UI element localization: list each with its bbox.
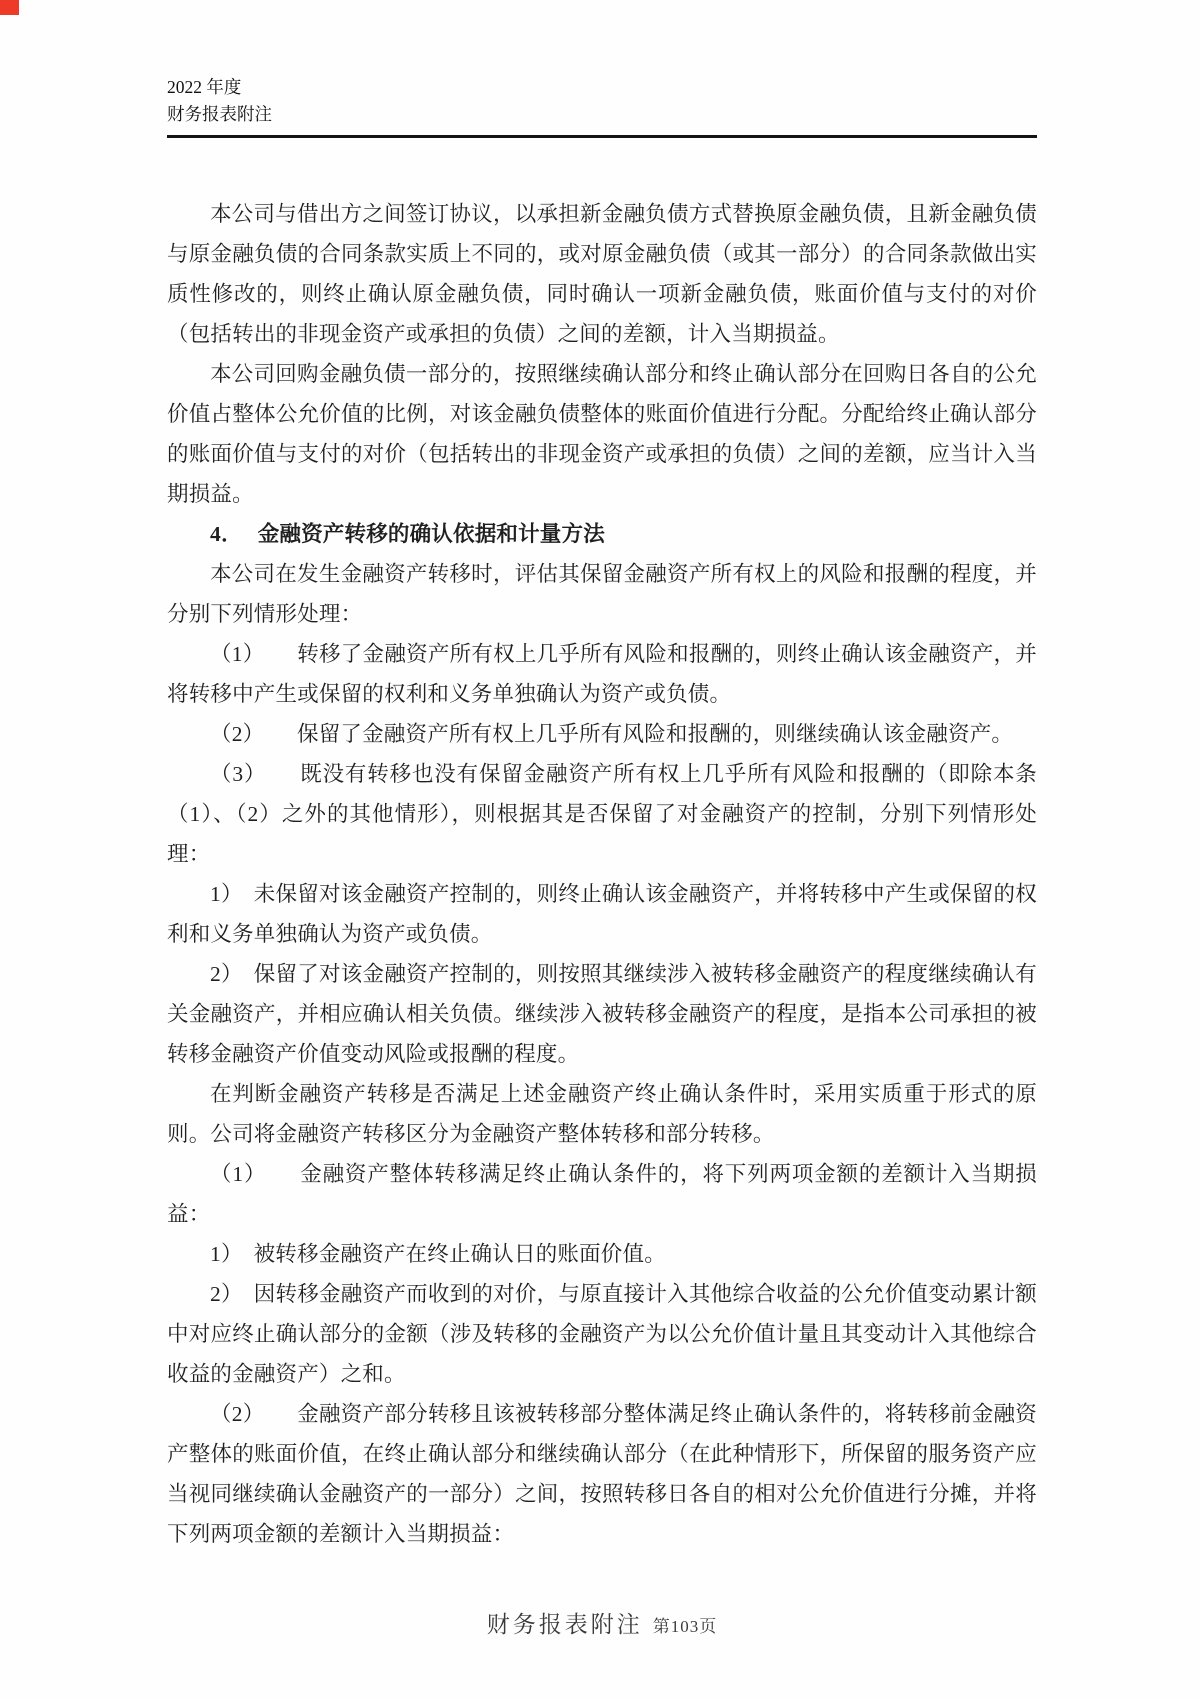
sub-item-1: 1） 未保留对该金融资产控制的，则终止确认该金融资产，并将转移中产生或保留的权利和义务单独确认为资产或负债。	[167, 882, 1037, 946]
footer-title: 财务报表附注	[486, 1612, 643, 1637]
scan-artifact-red-mark	[0, 0, 19, 15]
list-item-1: （1） 转移了金融资产所有权上几乎所有风险和报酬的，则终止确认该金融资产，并将转移中产生或保留的权利和义务单独确认为资产或负债。	[167, 642, 1037, 706]
footer-page-number: 第103页	[652, 1617, 718, 1636]
page-header	[167, 74, 1037, 138]
paragraph-transfer-intro: 本公司在发生金融资产转移时，评估其保留金融资产所有权上的风险和报酬的程度，并分别下列情形处理：	[167, 562, 1037, 626]
section-title: 金融资产转移的确认依据和计量方法	[257, 522, 605, 546]
document-body	[167, 194, 1037, 1554]
list-item-partial-transfer: （2） 金融资产部分转移且该被转移部分整体满足终止确认条件的，将转移前金融资产整体的账面价值，在终止确认部分和继续确认部分（在此种情形下，所保留的服务资产应当视同继续确认金融资产的一部分）之间，按照转移日各自的相对公允价值进行分摊，并将下列两项金额的差额计入当期损益：	[167, 1402, 1037, 1546]
header-doc-title: 财务报表附注	[167, 104, 272, 124]
list-item-3: （3） 既没有转移也没有保留金融资产所有权上几乎所有风险和报酬的（即除本条（1）、（2）之外的其他情形），则根据其是否保留了对金融资产的控制，分别下列情形处理：	[167, 762, 1037, 866]
list-item-whole-transfer: （1） 金融资产整体转移满足终止确认条件的，将下列两项金额的差额计入当期损益：	[167, 1162, 1037, 1226]
header-divider	[167, 135, 1037, 138]
sub-item-2: 2） 保留了对该金融资产控制的，则按照其继续涉入被转移金融资产的程度继续确认有关金融资产，并相应确认相关负债。继续涉入被转移金融资产的程度，是指本公司承担的被转移金融资产价值变动风险或报酬的程度。	[167, 962, 1037, 1066]
sub-item-carrying-value: 1） 被转移金融资产在终止确认日的账面价值。	[210, 1242, 666, 1266]
list-item-2: （2） 保留了金融资产所有权上几乎所有风险和报酬的，则继续确认该金融资产。	[210, 722, 1014, 746]
header-year-line: 2022 年度	[167, 77, 242, 97]
paragraph-debt-swap: 本公司与借出方之间签订协议，以承担新金融负债方式替换原金融负债，且新金融负债与原金融负债的合同条款实质上不同的，或对原金融负债（或其一部分）的合同条款做出实质性修改的，则终止确认原金融负债，同时确认一项新金融负债，账面价值与支付的对价（包括转出的非现金资产或承担的负债）之间的差额，计入当期损益。	[167, 202, 1037, 346]
paragraph-substance-over-form: 在判断金融资产转移是否满足上述金融资产终止确认条件时，采用实质重于形式的原则。公司将金融资产转移区分为金融资产整体转移和部分转移。	[167, 1082, 1037, 1146]
sub-item-consideration: 2） 因转移金融资产而收到的对价，与原直接计入其他综合收益的公允价值变动累计额中对应终止确认部分的金额（涉及转移的金融资产为以公允价值计量且其变动计入其他综合收益的金融资产）之和。	[167, 1282, 1037, 1386]
paragraph-partial-repurchase: 本公司回购金融负债一部分的，按照继续确认部分和终止确认部分在回购日各自的公允价值占整体公允价值的比例，对该金融负债整体的账面价值进行分配。分配给终止确认部分的账面价值与支付的对价（包括转出的非现金资产或承担的负债）之间的差额，应当计入当期损益。	[167, 362, 1037, 506]
page-footer	[167, 1606, 1037, 1639]
section-heading	[167, 514, 1037, 554]
section-number: 4．	[210, 522, 243, 546]
